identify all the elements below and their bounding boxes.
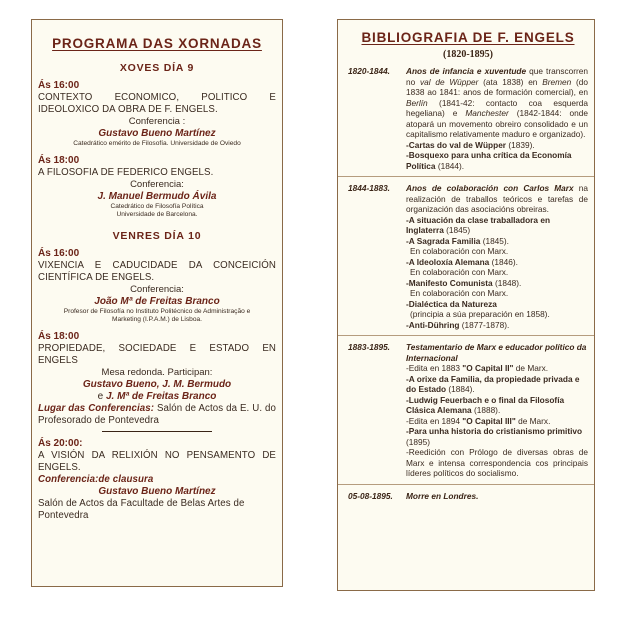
work-item: -Cartas do val de Wüpper (1839).: [406, 139, 535, 150]
period-entry: [348, 66, 588, 171]
period-text: Morre en Londres.: [406, 490, 479, 501]
work-item: -Reedición con Prólogo de diversas obras de Marx e intensa correspondencia cos principais líderes políticos do socialismo.: [406, 447, 588, 478]
period-date: 1820-1844.: [348, 66, 390, 76]
session-time: Ás 18:00: [38, 154, 80, 166]
bibliography-panel: [337, 19, 595, 591]
work-item: -Ludwig Feuerbach e o final da Filosofía Clásica Alemana (1888).: [406, 394, 565, 415]
program-panel: [31, 19, 283, 587]
session-title: A VISIÓN DA RELIXIÓN NO PENSAMENTO DE ENGELS.: [38, 449, 276, 473]
speaker-names: Gustavo Bueno, J. M. Bermudo: [82, 378, 232, 390]
speaker-affiliation: Universidade de Barcelona.: [116, 211, 198, 218]
speaker-affiliation: Catedrático emérito de Filosofía. Universidade de Oviedo: [73, 140, 241, 147]
session-1: [38, 80, 276, 149]
divider: [338, 176, 594, 177]
speaker-affiliation: Profesor de Filosofía no Instituto Politécnico de Administração e: [63, 307, 251, 315]
session-5: [38, 438, 276, 522]
work-item: -A Ideoloxía Alemana (1846).: [406, 256, 518, 267]
day-thursday: XOVES DÍA 9: [119, 62, 195, 74]
speaker-affiliation: Catedrático de Filosofía Política: [110, 202, 204, 210]
session-time: Ás 16:00: [38, 80, 80, 91]
period-date: 05-08-1895.: [348, 490, 393, 501]
speaker-names: e J. Mª de Freitas Branco: [97, 390, 217, 402]
work-item: -Bosquexo para unha crítica da Economía Política (1844).: [406, 150, 572, 171]
venue: Lugar das Conferencias: Salón de Actos da E. U. do Profesorado de Pontevedra: [38, 402, 276, 426]
session-time: Ás 18:00: [38, 330, 80, 342]
session-type: Conferencia:: [130, 283, 184, 295]
work-item: -A Sagrada Familia (1845).: [406, 235, 509, 246]
speaker-affiliation: Marketing (I.P.A.M.) de Lisboa.: [111, 316, 203, 323]
period-entry: [348, 183, 588, 330]
work-item: -Anti-Dühring (1877-1878).: [406, 319, 510, 330]
session-3: [38, 248, 276, 325]
speaker-name: Gustavo Bueno Martínez: [98, 485, 216, 497]
period-text: Anos de colaboración con Carlos Marx na realización de traballos teóricos e tarefas de organización das asociacións obreiras. -A situación da clase traballadora en Inglaterra (1845) -A Sagrada Familia (1845). En colaboración con Marx. -A Ideoloxía Alemana (1846). En colaboración con Marx. -Manifesto Comunista (1848). En colaboración con Marx. -Dialéctica da Natureza (principia a súa preparación en 1858). -Anti-Dühring (1877-1878).: [406, 183, 588, 330]
program-title: PROGRAMA DAS XORNADAS: [52, 36, 262, 51]
period-entry: [348, 342, 588, 479]
venue: Salón de Actos da Facultade de Belas Artes de Pontevedra: [38, 497, 245, 521]
session-type: Conferencia :: [128, 116, 186, 127]
work-item: -Edita en 1883 "O Capital II" de Marx.: [406, 363, 549, 373]
session-type: Conferencia:de clausura: [38, 473, 154, 485]
work-item: -Edita en 1894 "O Capital III" de Marx.: [406, 415, 551, 426]
period-entry: [348, 491, 588, 502]
session-title: A FILOSOFIA DE FEDERICO ENGELS.: [38, 166, 214, 178]
session-2: [38, 155, 276, 220]
session-time: Ás 16:00: [38, 247, 80, 259]
day-friday: VENRES DÍA 10: [112, 229, 202, 242]
work-item: -Dialéctica da Natureza: [406, 298, 497, 309]
period-date: 1883-1895.: [348, 342, 390, 352]
bibliography-years: (1820-1895): [443, 49, 493, 60]
session-type: Mesa redonda. Participan:: [101, 366, 213, 378]
period-text: Testamentario de Marx e educador político da Internacional -Edita en 1883 "O Capital II" de Marx. -A orixe da Familia, da propiedade privada e do Estado (1884). -Ludwig Feuerbach e o final da Filosofía Clásica Alemana (1888). -Edita en 1894 "O Capital III" de Marx. -Para unha historia do cristianismo primitivo (1895) -Reedición con Prólogo de diversas obras de Marx e intensa correspondencia cos principais líderes políticos do socialismo.: [406, 342, 588, 478]
session-title: CONTEXTO ECONOMICO, POLITICO E IDEOLOXICO DA OBRA DE F. ENGELS.: [38, 92, 276, 115]
bibliography-title: BIBLIOGRAFIA DE F. ENGELS: [361, 30, 575, 45]
work-item: -Manifesto Comunista (1848).: [406, 277, 522, 288]
work-item: -A orixe da Familia, da propiedade privada e do Estado (1884).: [406, 373, 580, 394]
speaker-name: J. Manuel Bermudo Ávila: [97, 190, 217, 202]
session-4: [38, 331, 276, 427]
session-type: Conferencia:: [130, 178, 184, 190]
period-text: Anos de infancia e xuventude que transcorren no val de Wüpper (ata 1838) en Bremen (do 1838 ao 1841: anos de formación comercial), en Berlín (1841-42: contacto coa esquerda hegeliana) e Manchester (1842-1844: onde atopará un movemento obreiro consolidado e un capitalismo relativamente maduro e organizado). -Cartas do val de Wüpper (1839). -Bosquexo para unha crítica da Economía Política (1844).: [406, 66, 588, 171]
session-title: PROPIEDADE, SOCIEDADE E ESTADO EN ENGELS: [38, 342, 276, 366]
session-time: Ás 20:00:: [38, 437, 83, 449]
session-title: VIXENCIA E CADUCIDADE DA CONCEICIÓN CIENTÍFICA DE ENGELS.: [38, 259, 276, 283]
period-date: 1844-1883.: [348, 183, 390, 193]
speaker-name: João Mª de Freitas Branco: [94, 295, 220, 307]
divider: [338, 335, 594, 336]
work-item: -A situación da clase traballadora en Inglaterra (1845): [406, 214, 551, 235]
work-item: -Para unha historia do cristianismo primitivo (1895): [406, 426, 583, 447]
speaker-name: Gustavo Bueno Martínez: [98, 128, 216, 139]
divider: [338, 484, 594, 485]
divider: [102, 431, 212, 432]
